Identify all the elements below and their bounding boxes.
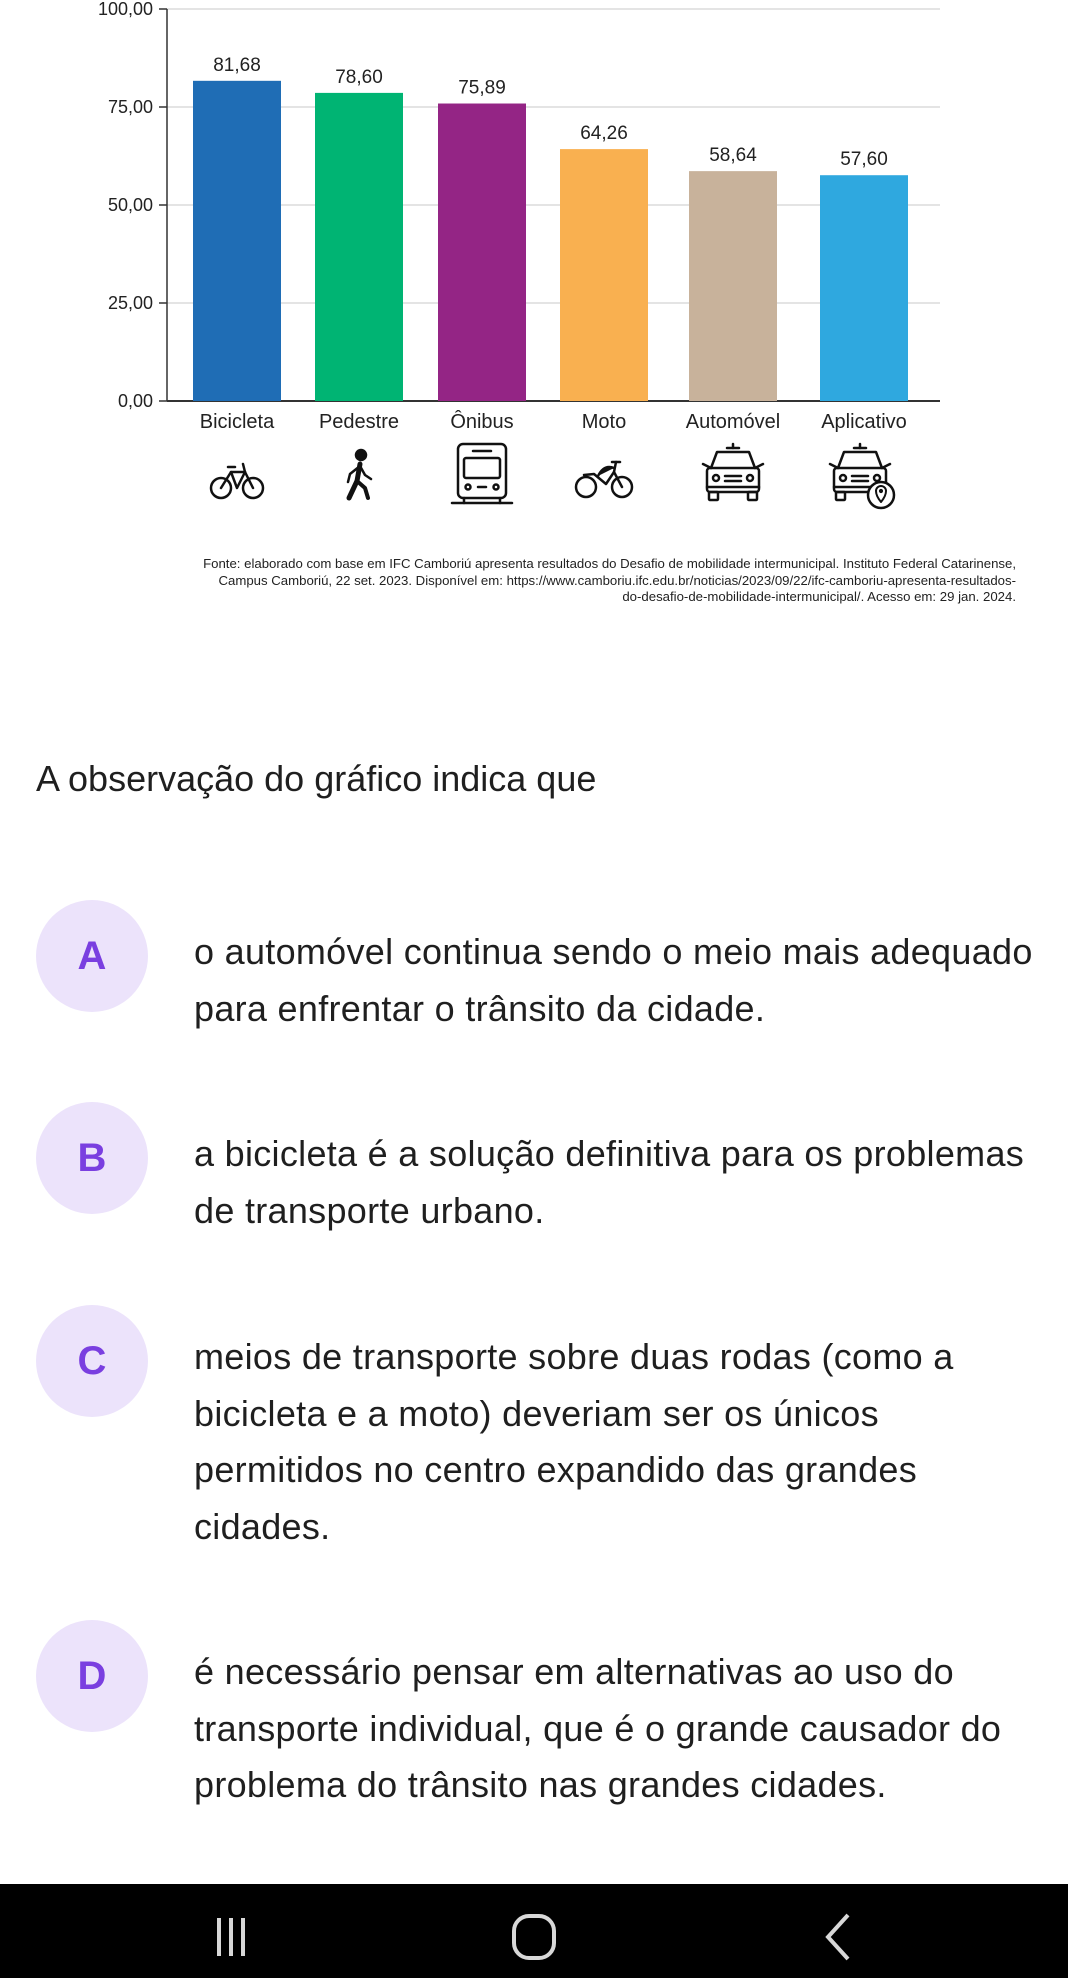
category-label: Bicicleta	[199, 411, 275, 433]
bus-icon	[452, 444, 512, 503]
bar-chart	[0, 0, 1068, 540]
option-a-badge[interactable]: A	[36, 900, 148, 1012]
source-line-3: do-desafio-de-mobilidade-intermunicipal/. Acesso em: 29 jan. 2024.	[622, 589, 1016, 604]
data-label: 64,26	[580, 123, 628, 145]
home-icon[interactable]	[505, 1912, 565, 1962]
bar-ônibus	[438, 104, 526, 401]
data-label: 78,60	[335, 66, 383, 88]
recent-apps-icon[interactable]	[205, 1912, 265, 1962]
pedestrian-icon	[348, 450, 371, 498]
bar-pedestre	[315, 93, 403, 401]
navigation-bar	[0, 1884, 1068, 1978]
y-tick-label: 100,00	[97, 0, 153, 19]
option-b-badge[interactable]: B	[36, 1102, 148, 1214]
category-label: Automóvel	[685, 411, 781, 433]
y-tick-label: 50,00	[107, 195, 153, 215]
option-b-text[interactable]: a bicicleta é a solução definitiva para os problemas de transporte urbano.	[194, 1133, 1025, 1231]
source-note	[60, 556, 1016, 606]
bar-moto	[560, 149, 648, 401]
y-tick-label: 0,00	[117, 391, 153, 411]
source-line-1: Fonte: elaborado com base em IFC Camboriú apresenta resultados do Desafio de mobilidade intermunicipal. Instituto Federal Catarinense,	[203, 556, 1016, 571]
y-tick-label: 75,00	[107, 97, 153, 117]
option-c-text[interactable]: meios de transporte sobre duas rodas (como a bicicleta e a moto) deveriam ser os únicos permitidos no centro expandido das grandes cidades.	[194, 1336, 954, 1547]
option-d-badge[interactable]: D	[36, 1620, 148, 1732]
bar-bicicleta	[193, 81, 281, 401]
motorcycle-icon	[576, 462, 632, 497]
car-icon	[703, 444, 763, 500]
category-label: Aplicativo	[821, 411, 907, 433]
option-a-text[interactable]: o automóvel continua sendo o meio mais adequado para enfrentar o trânsito da cidade.	[194, 931, 1033, 1029]
bicycle-icon	[211, 464, 263, 498]
question-text: A observação do gráfico indica que	[36, 758, 597, 799]
ride-app-car-icon	[830, 444, 894, 508]
bar-automóvel	[689, 171, 777, 401]
data-label: 81,68	[213, 54, 261, 76]
source-line-2: Campus Camboriú, 22 set. 2023. Disponível em: https://www.camboriu.ifc.edu.br/noticias/2023/09/22/ifc-camboriu-apresenta-resultados-	[218, 572, 1016, 588]
option-c-badge[interactable]: C	[36, 1305, 148, 1417]
category-label: Ônibus	[450, 411, 514, 433]
option-d-text[interactable]: é necessário pensar em alternativas ao uso do transporte individual, que é o grande causador do problema do trânsito nas grandes cidades.	[194, 1651, 1002, 1805]
category-label: Moto	[581, 411, 627, 433]
data-label: 58,64	[709, 145, 757, 167]
category-label: Pedestre	[318, 411, 400, 433]
data-label: 75,89	[458, 77, 506, 99]
data-label: 57,60	[840, 149, 888, 171]
chart	[0, 0, 1068, 540]
bar-aplicativo	[820, 175, 908, 401]
back-icon[interactable]	[812, 1912, 872, 1962]
y-tick-label: 25,00	[107, 293, 153, 313]
